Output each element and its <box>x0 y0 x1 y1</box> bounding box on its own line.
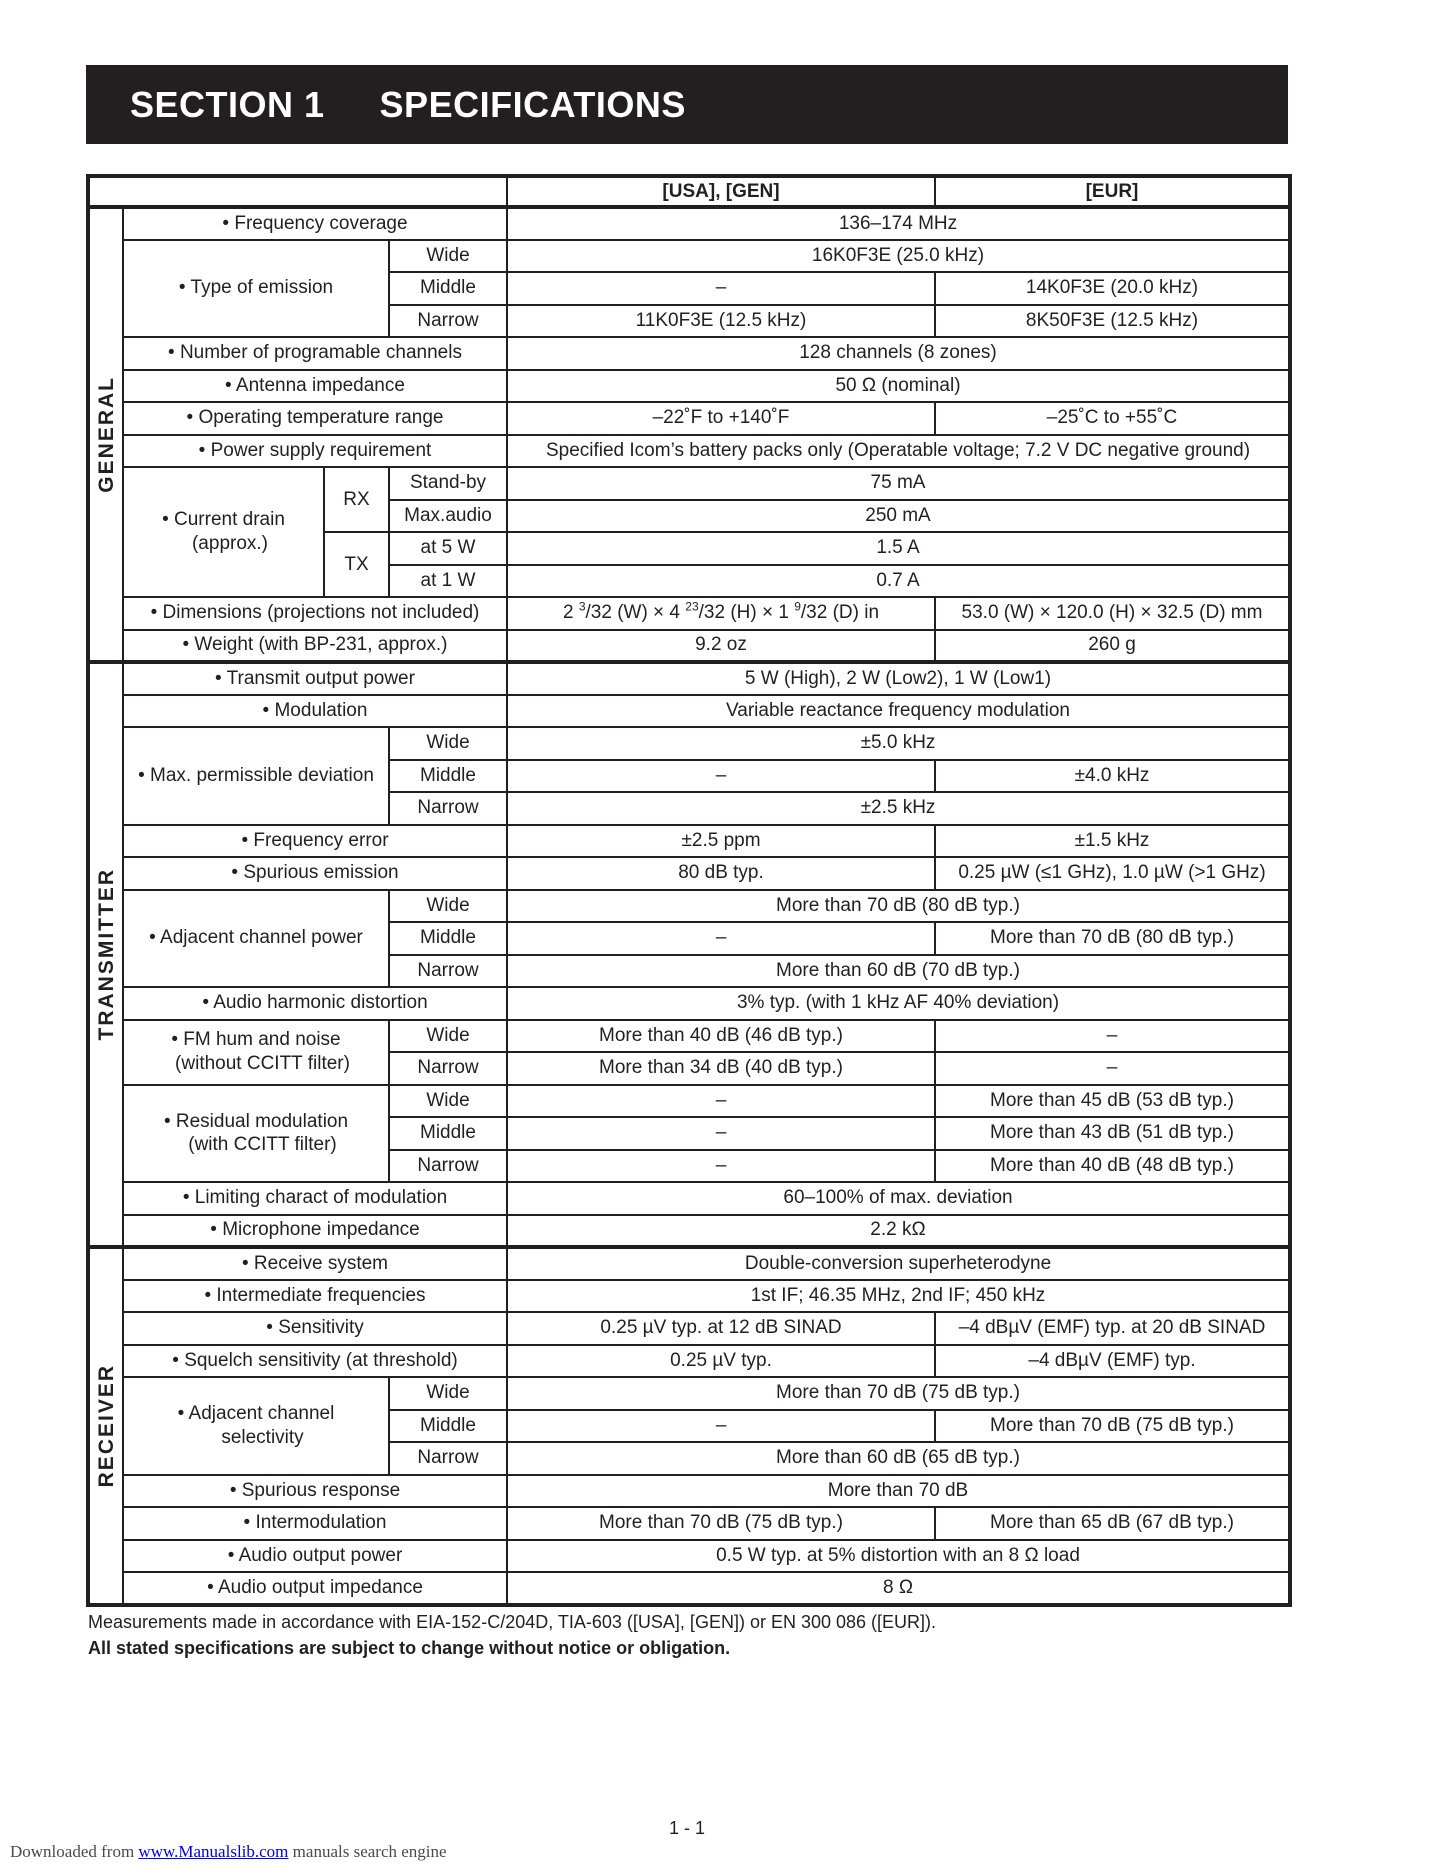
value-receive-system: Double-conversion superheterodyne <box>507 1247 1290 1280</box>
dimensions-sup-3: 9 <box>794 600 801 615</box>
label-fm-hum-line2: (without CCITT filter) <box>175 1053 350 1074</box>
specifications-table <box>86 174 1292 1607</box>
value-spurious-emission-eur: 0.25 µW (≤1 GHz), 1.0 µW (>1 GHz) <box>935 857 1290 890</box>
value-residual-wide-eur: More than 45 dB (53 dB typ.) <box>935 1085 1290 1118</box>
value-emission-wide: 16K0F3E (25.0 kHz) <box>507 240 1290 273</box>
label-sensitivity: • Sensitivity <box>123 1312 507 1345</box>
table-row <box>88 890 1290 923</box>
label-audio-harmonic-distortion: • Audio harmonic distortion <box>123 987 507 1020</box>
value-acs-middle-usa: – <box>507 1410 935 1443</box>
sublabel-max-audio: Max.audio <box>389 500 507 533</box>
value-acp-middle-eur: More than 70 dB (80 dB typ.) <box>935 922 1290 955</box>
table-row <box>88 207 1290 240</box>
sublabel-wide: Wide <box>389 890 507 923</box>
section-number: SECTION 1 <box>130 83 325 125</box>
label-frequency-error: • Frequency error <box>123 825 507 858</box>
sublabel-rx: RX <box>324 467 389 532</box>
value-fm-hum-wide-usa: More than 40 dB (46 dB typ.) <box>507 1020 935 1053</box>
value-fm-hum-narrow-eur: – <box>935 1052 1290 1085</box>
dimensions-text-1: 2 <box>562 602 579 624</box>
sublabel-narrow: Narrow <box>389 792 507 825</box>
table-row <box>88 695 1290 728</box>
label-residual-line1: • Residual modulation <box>163 1110 349 1132</box>
table-header-row <box>88 176 1290 207</box>
dimensions-sup-2: 23 <box>685 600 699 615</box>
sublabel-at-5w: at 5 W <box>389 532 507 565</box>
value-spurious-emission-usa: 80 dB typ. <box>507 857 935 890</box>
table-row <box>88 1377 1290 1410</box>
value-microphone-impedance: 2.2 kΩ <box>507 1215 1290 1248</box>
table-row <box>88 1247 1290 1280</box>
value-intermodulation-eur: More than 65 dB (67 dB typ.) <box>935 1507 1290 1540</box>
value-number-of-channels: 128 channels (8 zones) <box>507 337 1290 370</box>
sublabel-middle: Middle <box>389 922 507 955</box>
value-intermodulation-usa: More than 70 dB (75 dB typ.) <box>507 1507 935 1540</box>
value-antenna-impedance: 50 Ω (nominal) <box>507 370 1290 403</box>
value-squelch-usa: 0.25 µV typ. <box>507 1345 935 1378</box>
sublabel-narrow: Narrow <box>389 1442 507 1475</box>
value-operating-temperature-eur: –25˚C to +55˚C <box>935 402 1290 435</box>
sublabel-narrow: Narrow <box>389 305 507 338</box>
value-dimensions-eur: 53.0 (W) × 120.0 (H) × 32.5 (D) mm <box>935 597 1290 630</box>
sublabel-wide: Wide <box>389 1020 507 1053</box>
sublabel-middle: Middle <box>389 272 507 305</box>
value-acs-narrow: More than 60 dB (65 dB typ.) <box>507 1442 1290 1475</box>
label-spurious-response: • Spurious response <box>123 1475 507 1508</box>
label-modulation: • Modulation <box>123 695 507 728</box>
value-emission-middle-eur: 14K0F3E (20.0 kHz) <box>935 272 1290 305</box>
dimensions-text-3: /32 (H) × 1 <box>698 602 795 624</box>
table-row <box>88 1540 1290 1573</box>
value-deviation-middle-usa: – <box>507 760 935 793</box>
label-limiting-charact: • Limiting charact of modulation <box>123 1182 507 1215</box>
value-residual-narrow-usa: – <box>507 1150 935 1183</box>
value-operating-temperature-usa: –22˚F to +140˚F <box>507 402 935 435</box>
value-squelch-eur: –4 dBµV (EMF) typ. <box>935 1345 1290 1378</box>
value-emission-middle-usa: – <box>507 272 935 305</box>
table-row <box>88 1215 1290 1248</box>
header-usa-gen: [USA], [GEN] <box>507 176 935 207</box>
sublabel-middle: Middle <box>389 760 507 793</box>
value-current-standby: 75 mA <box>507 467 1290 500</box>
label-intermediate-frequencies: • Intermediate frequencies <box>123 1280 507 1313</box>
table-row <box>88 1182 1290 1215</box>
value-fm-hum-wide-eur: – <box>935 1020 1290 1053</box>
header-blank-cell <box>88 176 507 207</box>
table-row <box>88 337 1290 370</box>
table-row <box>88 630 1290 663</box>
value-current-at-5w: 1.5 A <box>507 532 1290 565</box>
value-acp-wide: More than 70 dB (80 dB typ.) <box>507 890 1290 923</box>
label-type-of-emission: • Type of emission <box>123 240 389 338</box>
table-row <box>88 1280 1290 1313</box>
label-max-permissible-deviation: • Max. permissible deviation <box>123 727 389 825</box>
table-row <box>88 597 1290 630</box>
value-dimensions-usa <box>507 597 935 630</box>
label-current-drain <box>123 467 324 597</box>
value-weight-eur: 260 g <box>935 630 1290 663</box>
label-dimensions: • Dimensions (projections not included) <box>123 597 507 630</box>
value-audio-harmonic-distortion: 3% typ. (with 1 kHz AF 40% deviation) <box>507 987 1290 1020</box>
value-fm-hum-narrow-usa: More than 34 dB (40 dB typ.) <box>507 1052 935 1085</box>
value-current-at-1w: 0.7 A <box>507 565 1290 598</box>
sublabel-narrow: Narrow <box>389 1052 507 1085</box>
download-suffix: manuals search engine <box>288 1842 447 1861</box>
receiver-vertical-label: RECEIVER <box>95 1364 118 1488</box>
value-acs-middle-eur: More than 70 dB (75 dB typ.) <box>935 1410 1290 1443</box>
label-transmit-output-power: • Transmit output power <box>123 662 507 695</box>
table-row <box>88 1020 1290 1053</box>
table-row <box>88 1312 1290 1345</box>
label-frequency-coverage: • Frequency coverage <box>123 207 507 240</box>
value-power-supply: Specified Icom’s battery packs only (Operatable voltage; 7.2 V DC negative ground) <box>507 435 1290 468</box>
value-residual-middle-eur: More than 43 dB (51 dB typ.) <box>935 1117 1290 1150</box>
value-residual-wide-usa: – <box>507 1085 935 1118</box>
label-intermodulation: • Intermodulation <box>123 1507 507 1540</box>
value-frequency-error-usa: ±2.5 ppm <box>507 825 935 858</box>
specifications-disclaimer: All stated specifications are subject to change without notice or obligation. <box>88 1638 731 1658</box>
label-fm-hum-and-noise <box>123 1020 389 1085</box>
value-frequency-error-eur: ±1.5 kHz <box>935 825 1290 858</box>
manualslib-link[interactable]: www.Manualslib.com <box>138 1842 289 1861</box>
label-receive-system: • Receive system <box>123 1247 507 1280</box>
table-row <box>88 987 1290 1020</box>
value-frequency-coverage: 136–174 MHz <box>507 207 1290 240</box>
value-weight-usa: 9.2 oz <box>507 630 935 663</box>
sublabel-narrow: Narrow <box>389 955 507 988</box>
sublabel-wide: Wide <box>389 1377 507 1410</box>
sublabel-middle: Middle <box>389 1117 507 1150</box>
label-microphone-impedance: • Microphone impedance <box>123 1215 507 1248</box>
table-row <box>88 1085 1290 1118</box>
sublabel-middle: Middle <box>389 1410 507 1443</box>
table-row <box>88 370 1290 403</box>
table-row <box>88 727 1290 760</box>
page-number: 1 - 1 <box>668 1818 706 1838</box>
sublabel-tx: TX <box>324 532 389 597</box>
value-modulation: Variable reactance frequency modulation <box>507 695 1290 728</box>
measurements-note: Measurements made in accordance with EIA-152-C/204D, TIA-603 ([USA], [GEN]) or EN 300 086 ([EUR]). <box>88 1612 937 1632</box>
table-row <box>88 1507 1290 1540</box>
table-row <box>88 825 1290 858</box>
table-row <box>88 1475 1290 1508</box>
value-audio-output-impedance: 8 Ω <box>507 1572 1290 1605</box>
download-prefix: Downloaded from <box>10 1842 139 1861</box>
value-sensitivity-eur: –4 dBµV (EMF) typ. at 20 dB SINAD <box>935 1312 1290 1345</box>
sublabel-wide: Wide <box>389 1085 507 1118</box>
transmitter-vertical-label: TRANSMITTER <box>95 868 118 1041</box>
download-attribution <box>10 1842 447 1862</box>
label-weight: • Weight (with BP-231, approx.) <box>123 630 507 663</box>
label-acs-line2: selectivity <box>221 1426 304 1448</box>
page-title: SPECIFICATIONS <box>379 83 686 125</box>
value-deviation-wide: ±5.0 kHz <box>507 727 1290 760</box>
section-label-transmitter <box>88 662 123 1247</box>
section-label-general <box>88 207 123 662</box>
label-residual-modulation <box>123 1085 389 1183</box>
value-acp-narrow: More than 60 dB (70 dB typ.) <box>507 955 1290 988</box>
value-sensitivity-usa: 0.25 µV typ. at 12 dB SINAD <box>507 1312 935 1345</box>
table-row <box>88 435 1290 468</box>
label-antenna-impedance: • Antenna impedance <box>123 370 507 403</box>
value-audio-output-power: 0.5 W typ. at 5% distortion with an 8 Ω load <box>507 1540 1290 1573</box>
sublabel-wide: Wide <box>389 240 507 273</box>
label-squelch-sensitivity: • Squelch sensitivity (at threshold) <box>123 1345 507 1378</box>
label-power-supply: • Power supply requirement <box>123 435 507 468</box>
value-transmit-output-power: 5 W (High), 2 W (Low2), 1 W (Low1) <box>507 662 1290 695</box>
value-acp-middle-usa: – <box>507 922 935 955</box>
table-row <box>88 240 1290 273</box>
label-operating-temperature: • Operating temperature range <box>123 402 507 435</box>
sublabel-narrow: Narrow <box>389 1150 507 1183</box>
value-deviation-middle-eur: ±4.0 kHz <box>935 760 1290 793</box>
value-emission-narrow-usa: 11K0F3E (12.5 kHz) <box>507 305 935 338</box>
value-limiting-charact: 60–100% of max. deviation <box>507 1182 1290 1215</box>
label-current-drain-line1: • Current drain <box>162 509 285 531</box>
dimensions-text-2: /32 (W) × 4 <box>585 602 686 624</box>
label-residual-line2: (with CCITT filter) <box>188 1134 337 1156</box>
value-current-max-audio: 250 mA <box>507 500 1290 533</box>
section-title-bar <box>86 65 1288 144</box>
dimensions-text-4: /32 (D) in <box>800 602 880 624</box>
label-fm-hum-line1: • FM hum and noise <box>171 1029 341 1051</box>
label-number-of-channels: • Number of programable channels <box>123 337 507 370</box>
sublabel-at-1w: at 1 W <box>389 565 507 598</box>
section-label-receiver <box>88 1247 123 1605</box>
value-acs-wide: More than 70 dB (75 dB typ.) <box>507 1377 1290 1410</box>
label-audio-output-power: • Audio output power <box>123 1540 507 1573</box>
dimensions-sup-1: 3 <box>578 600 586 615</box>
header-eur: [EUR] <box>935 176 1290 207</box>
label-audio-output-impedance: • Audio output impedance <box>123 1572 507 1605</box>
value-deviation-narrow: ±2.5 kHz <box>507 792 1290 825</box>
table-row <box>88 662 1290 695</box>
general-vertical-label: GENERAL <box>95 376 118 493</box>
label-adjacent-channel-selectivity <box>123 1377 389 1475</box>
label-current-drain-line2: (approx.) <box>191 533 269 554</box>
sublabel-standby: Stand-by <box>389 467 507 500</box>
value-spurious-response: More than 70 dB <box>507 1475 1290 1508</box>
value-residual-middle-usa: – <box>507 1117 935 1150</box>
table-row <box>88 467 1290 500</box>
label-acs-line1: • Adjacent channel <box>177 1403 335 1424</box>
value-emission-narrow-eur: 8K50F3E (12.5 kHz) <box>935 305 1290 338</box>
sublabel-wide: Wide <box>389 727 507 760</box>
value-residual-narrow-eur: More than 40 dB (48 dB typ.) <box>935 1150 1290 1183</box>
table-row <box>88 1572 1290 1605</box>
label-adjacent-channel-power: • Adjacent channel power <box>123 890 389 988</box>
value-intermediate-frequencies: 1st IF; 46.35 MHz, 2nd IF; 450 kHz <box>507 1280 1290 1313</box>
table-row <box>88 1345 1290 1378</box>
table-row <box>88 402 1290 435</box>
table-row <box>88 857 1290 890</box>
label-spurious-emission: • Spurious emission <box>123 857 507 890</box>
